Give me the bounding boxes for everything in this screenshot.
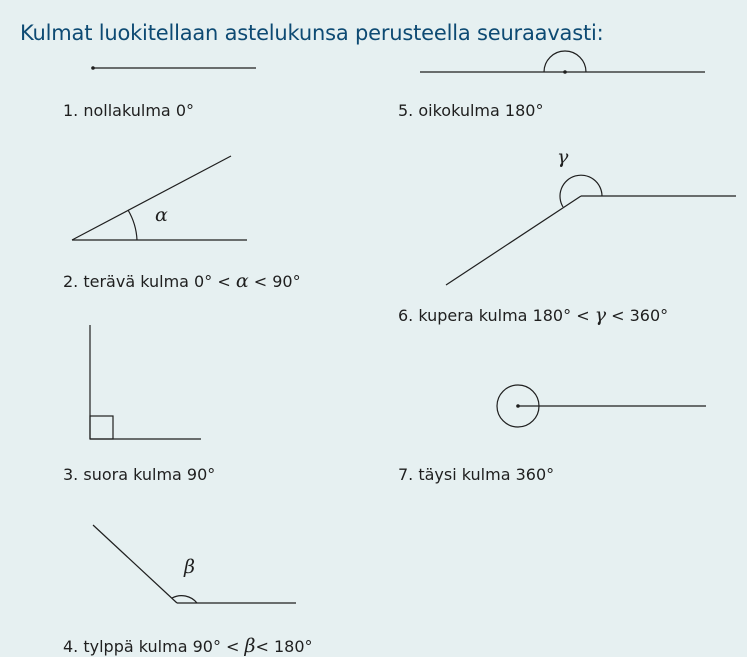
- label-zero-angle: 1. nollakulma 0°: [63, 101, 194, 120]
- gamma-symbol: γ: [557, 146, 569, 168]
- page-title: Kulmat luokitellaan astelukunsa perusteella seuraavasti:: [20, 21, 604, 45]
- alpha-symbol: α: [155, 204, 168, 226]
- label-reflex-angle: 6. kupera kulma 180° < γ < 360°: [398, 304, 669, 326]
- label-right-angle: 3. suora kulma 90°: [63, 465, 216, 484]
- straight-angle-figure: [420, 51, 705, 74]
- beta-symbol: β: [184, 556, 195, 578]
- label-acute-angle: 2. terävä kulma 0° < α < 90°: [63, 270, 301, 292]
- label-obtuse-angle: 4. tylppä kulma 90° < β< 180°: [63, 635, 313, 657]
- acute-angle-figure: [72, 156, 247, 240]
- label-full-angle: 7. täysi kulma 360°: [398, 465, 555, 484]
- right-angle-figure: [90, 325, 201, 439]
- label-straight-angle: 5. oikokulma 180°: [398, 101, 544, 120]
- zero-angle-figure: [91, 66, 256, 70]
- reflex-angle-figure: [446, 175, 736, 285]
- full-angle-figure: [497, 385, 706, 427]
